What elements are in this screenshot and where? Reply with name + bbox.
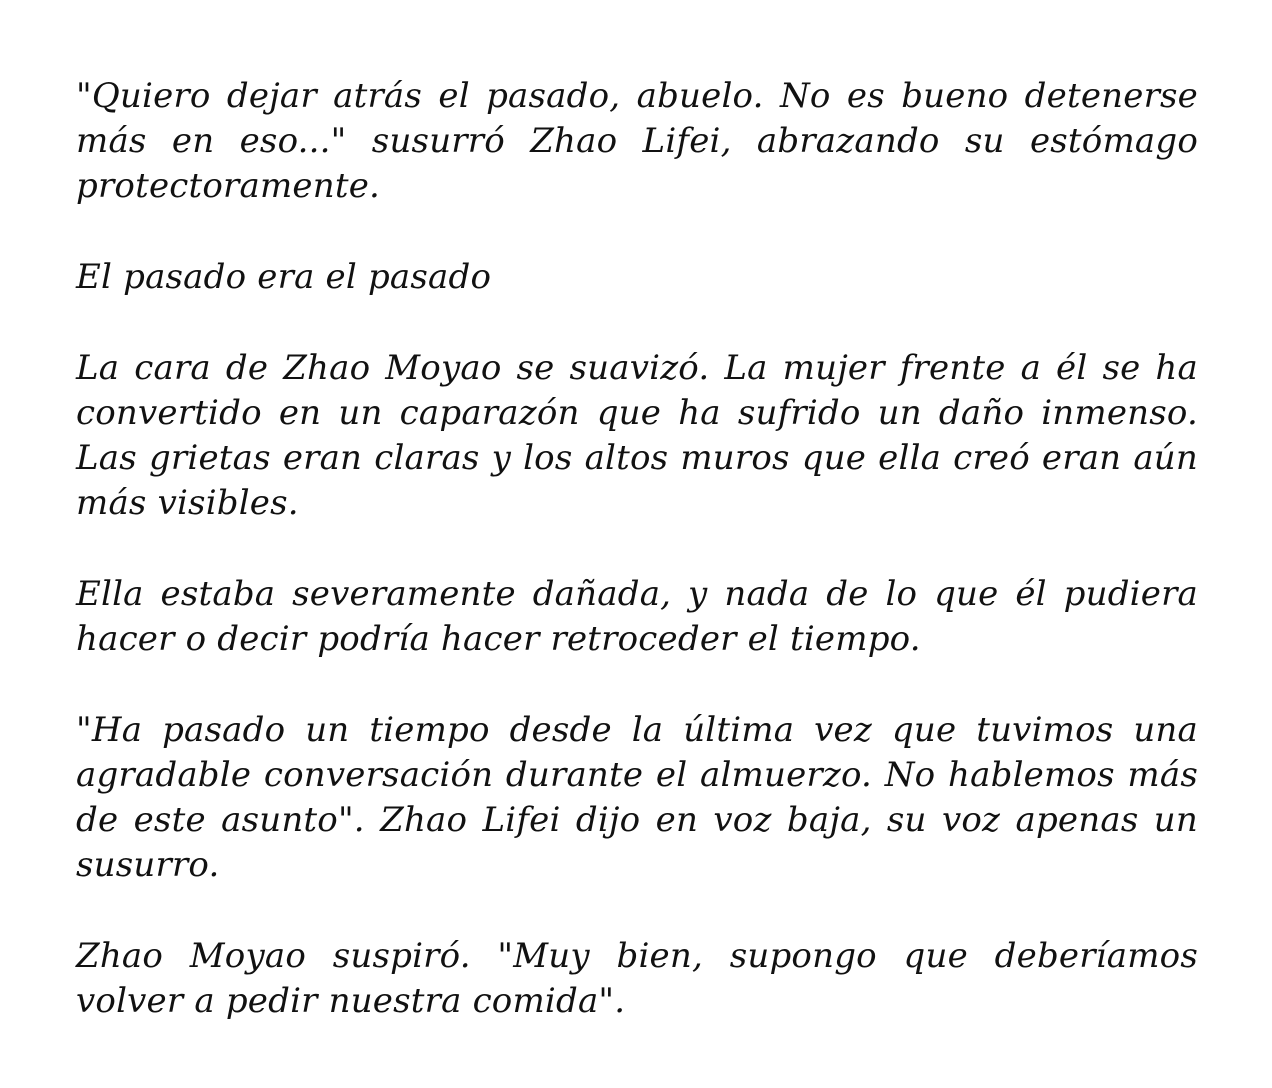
paragraph-3: La cara de Zhao Moyao se suavizó. La mujer frente a él se ha convertido en un caparazón que ha sufrido un daño inmenso. Las grietas eran claras y los altos muros que ella creó eran aún más visibles. bbox=[76, 348, 1198, 523]
paragraph-6: Zhao Moyao suspiró. "Muy bien, supongo que deberíamos volver a pedir nuestra comida". bbox=[76, 936, 1198, 1021]
paragraph-4: Ella estaba severamente dañada, y nada de lo que él pudiera hacer o decir podría hacer retroceder el tiempo. bbox=[76, 574, 1198, 659]
paragraph-2: El pasado era el pasado bbox=[76, 257, 492, 297]
paragraph-1: "Quiero dejar atrás el pasado, abuelo. No es bueno detenerse más en eso..." susurró Zhao Lifei, abrazando su estómago protectoramente. bbox=[76, 76, 1198, 206]
paragraph-5: "Ha pasado un tiempo desde la última vez que tuvimos una agradable conversación durante el almuerzo. No hablemos más de este asunto". Zhao Lifei dijo en voz baja, su voz apenas un susurro. bbox=[76, 710, 1198, 885]
